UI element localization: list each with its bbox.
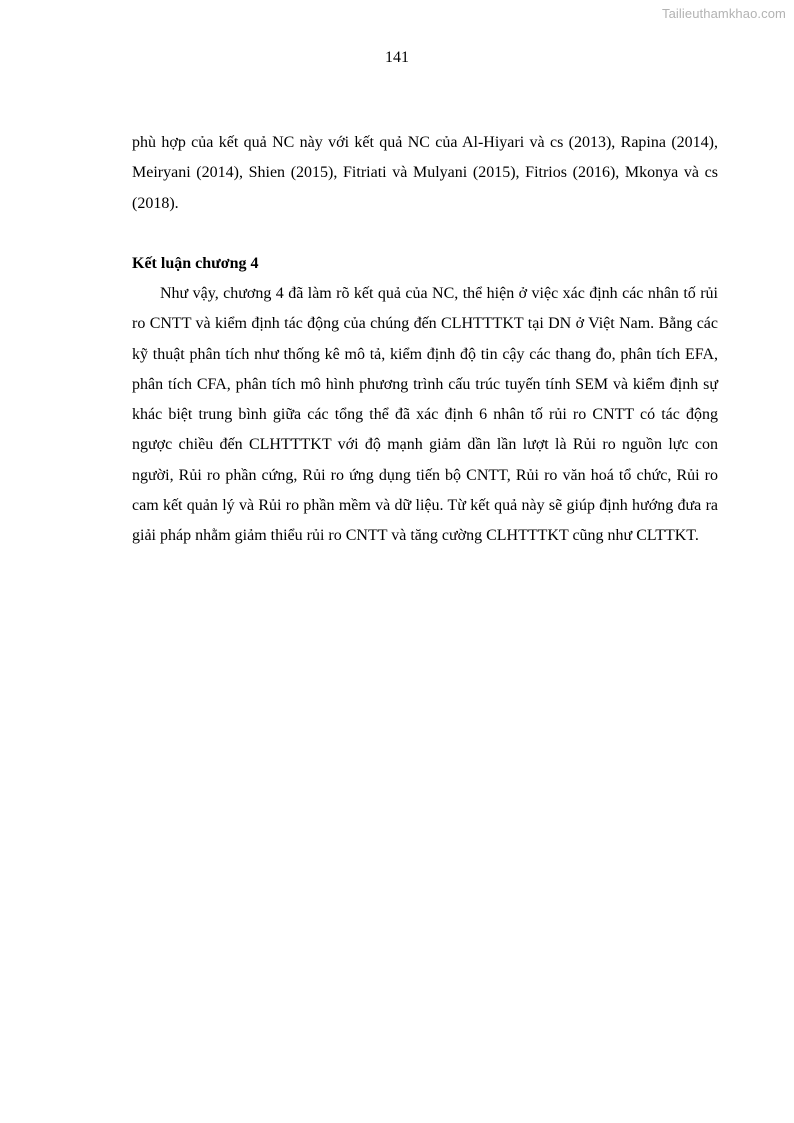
page-number: 141 bbox=[385, 49, 409, 66]
watermark: Tailieuthamkhao.com bbox=[661, 6, 786, 21]
section-heading: Kết luận chương 4 bbox=[132, 255, 259, 272]
paragraph-continuation: phù hợp của kết quả NC này với kết quả NC của Al-Hiyari và cs (2013), Rapina (2014), Meiryani (2014), Shien (2015), Fitriati và Mulyani (2015), Fitrios (2016), Mkonya và cs (2018). bbox=[132, 134, 718, 212]
paragraph-conclusion: Như vậy, chương 4 đã làm rõ kết quả của NC, thể hiện ở việc xác định các nhân tố rủi ro CNTT và kiểm định tác động của chúng đến CLHTTTKT tại DN ở Việt Nam. Bằng các kỹ thuật phân tích như thống kê mô tả, kiểm định độ tin cậy các thang đo, phân tích EFA, phân tích CFA, phân tích mô hình phương trình cấu trúc tuyến tính SEM và kiểm định sự khác biệt trung bình giữa các tổng thể đã xác định 6 nhân tố rủi ro CNTT có tác động ngược chiều đến CLHTTTKT với độ mạnh giảm dần lần lượt là Rủi ro nguồn lực con người, Rủi ro phần cứng, Rủi ro ứng dụng tiến bộ CNTT, Rủi ro văn hoá tổ chức, Rủi ro cam kết quản lý và Rủi ro phần mềm và dữ liệu. Từ kết quả này sẽ giúp định hướng đưa ra giải pháp nhằm giảm thiểu rủi ro CNTT và tăng cường CLHTTTKT cũng như CLTTKT. bbox=[132, 285, 718, 545]
